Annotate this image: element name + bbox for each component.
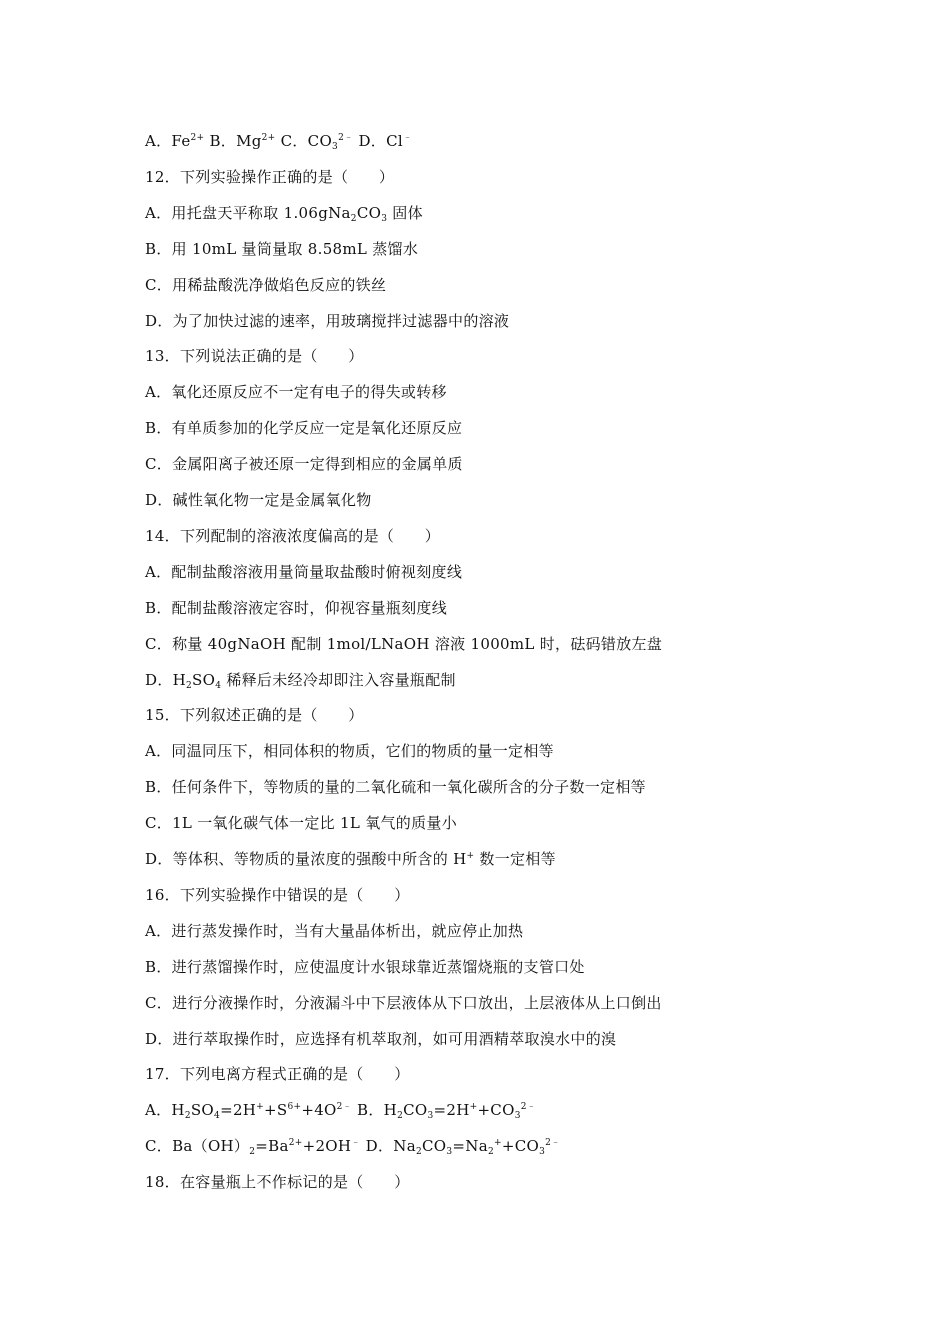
subscript: 3 (446, 1147, 453, 1157)
superscript: + (469, 1102, 478, 1112)
answer-option (145, 203, 423, 223)
text-run: D．Na (360, 1137, 416, 1155)
answer-option (145, 921, 523, 941)
question-stem (145, 1172, 410, 1192)
text-run: SO (192, 671, 216, 689)
answer-option (145, 1136, 560, 1156)
text-run: C．金属阳离子被还原一定得到相应的金属单质 (145, 455, 463, 473)
answer-option (145, 957, 585, 977)
text-run: =2H (433, 1101, 470, 1119)
text-run: B．任何条件下，等物质的量的二氧化硫和一氧化碳所含的分子数一定相等 (145, 778, 646, 796)
superscript: ﹣ (402, 133, 413, 143)
text-run: +4O (301, 1101, 337, 1119)
text-run: D．为了加快过滤的速率，用玻璃搅拌过滤器中的溶液 (145, 312, 510, 330)
text-run: D．进行萃取操作时，应选择有机萃取剂，如可用酒精萃取溴水中的溴 (145, 1030, 617, 1048)
text-run: +S (264, 1101, 288, 1119)
text-run: =2H (220, 1101, 257, 1119)
text-run: A．同温同压下，相同体积的物质，它们的物质的量一定相等 (145, 742, 554, 760)
superscript: 2+ (288, 1138, 303, 1148)
answer-option (145, 311, 509, 331)
text-run: 数一定相等 (474, 850, 556, 868)
answer-option (145, 1100, 536, 1120)
text-run: A．配制盐酸溶液用量筒量取盐酸时俯视刻度线 (145, 563, 463, 581)
text-run: A．用托盘天平称取 1.06gNa (145, 204, 351, 222)
superscript: 2﹣ (338, 133, 354, 143)
text-run: 14．下列配制的溶液浓度偏高的是（ ） (145, 527, 441, 545)
superscript: ﹣ (351, 1138, 361, 1148)
subscript: 2 (249, 1147, 256, 1157)
text-run: D．H (145, 671, 187, 689)
text-run: D．等体积、等物质的量浓度的强酸中所含的 H (145, 850, 467, 868)
text-run: A．Fe (145, 132, 191, 150)
text-run: 13．下列说法正确的是（ ） (145, 347, 364, 365)
text-run: =Ba (255, 1137, 289, 1155)
subscript: 4 (214, 1111, 221, 1121)
text-run: C．称量 40gNaOH 配制 1mol/LNaOH 溶液 1000mL 时，砝码错放左盘 (145, 635, 663, 653)
superscript: + (493, 1138, 502, 1148)
text-run: +CO (477, 1101, 515, 1119)
question-stem (145, 167, 394, 187)
subscript: 2 (184, 1111, 191, 1121)
answer-option (145, 275, 386, 295)
subscript: 2 (415, 1147, 422, 1157)
superscript: + (466, 851, 475, 861)
subscript: 2 (186, 681, 193, 691)
text-run: C．1L 一氧化碳气体一定比 1L 氧气的质量小 (145, 814, 457, 832)
text-run: 17．下列电离方程式正确的是（ ） (145, 1065, 410, 1083)
text-run: A．进行蒸发操作时，当有大量晶体析出，就应停止加热 (145, 922, 524, 940)
text-run: 16．下列实验操作中错误的是（ ） (145, 886, 410, 904)
text-run: CO (403, 1101, 428, 1119)
superscript: 2﹣ (545, 1138, 561, 1148)
text-run: 15．下列叙述正确的是（ ） (145, 706, 364, 724)
answer-option (145, 670, 456, 690)
text-run: C．Ba（OH） (145, 1137, 250, 1155)
answer-option (145, 777, 646, 797)
superscript: + (256, 1102, 265, 1112)
answer-option (145, 598, 447, 618)
question-stem (145, 1064, 410, 1084)
text-run: B．配制盐酸溶液定容时，仰视容量瓶刻度线 (145, 599, 448, 617)
answer-option (145, 849, 556, 869)
text-run: D．Cl (353, 132, 403, 150)
subscript: 2 (350, 214, 357, 224)
text-run: C．CO (275, 132, 333, 150)
subscript: 3 (539, 1147, 546, 1157)
superscript: 2﹣ (520, 1102, 537, 1112)
subscript: 3 (427, 1111, 434, 1121)
answer-option (145, 741, 554, 761)
answer-option (145, 131, 412, 151)
text-run: 12．下列实验操作正确的是（ ） (145, 168, 395, 186)
answer-option (145, 239, 418, 259)
text-run: +2OH (302, 1137, 352, 1155)
answer-option (145, 1029, 616, 1049)
text-run: =Na (452, 1137, 488, 1155)
subscript: 3 (381, 214, 388, 224)
superscript: 2+ (190, 133, 205, 143)
subscript: 2 (487, 1147, 494, 1157)
text-run: 固体 (387, 204, 423, 222)
answer-option (145, 634, 662, 654)
question-stem (145, 705, 364, 725)
question-stem (145, 885, 410, 905)
subscript: 4 (215, 681, 222, 691)
text-run: C．进行分液操作时，分液漏斗中下层液体从下口放出，上层液体从上口倒出 (145, 994, 662, 1012)
text-run: B．进行蒸馏操作时，应使温度计水银球靠近蒸馏烧瓶的支管口处 (145, 958, 585, 976)
superscript: 6+ (287, 1102, 302, 1112)
answer-option (145, 382, 447, 402)
superscript: 2+ (261, 133, 276, 143)
text-run: D．碱性氧化物一定是金属氧化物 (145, 491, 372, 509)
text-run: CO (356, 204, 382, 222)
answer-option (145, 993, 662, 1013)
text-run: B．Mg (204, 132, 262, 150)
text-run: SO (190, 1101, 215, 1119)
text-run: CO (422, 1137, 447, 1155)
answer-option (145, 562, 462, 582)
answer-option (145, 490, 372, 510)
superscript: 2﹣ (336, 1102, 352, 1112)
text-run: A．氧化还原反应不一定有电子的得失或转移 (145, 383, 447, 401)
question-stem (145, 346, 364, 366)
subscript: 2 (397, 1111, 404, 1121)
answer-option (145, 418, 462, 438)
text-run: 稀释后未经冷却即注入容量瓶配制 (221, 671, 456, 689)
text-run: +CO (501, 1137, 540, 1155)
question-stem (145, 526, 440, 546)
answer-option (145, 454, 463, 474)
text-run: B．用 10mL 量筒量取 8.58mL 蒸馏水 (145, 240, 419, 258)
subscript: 3 (332, 142, 339, 152)
text-run: B．有单质参加的化学反应一定是氧化还原反应 (145, 419, 463, 437)
subscript: 3 (514, 1111, 521, 1121)
text-run: C．用稀盐酸洗净做焰色反应的铁丝 (145, 276, 387, 294)
text-run: A．H (145, 1101, 185, 1119)
text-run: 18．在容量瓶上不作标记的是（ ） (145, 1173, 410, 1191)
answer-option (145, 813, 457, 833)
text-run: B．H (351, 1101, 398, 1119)
